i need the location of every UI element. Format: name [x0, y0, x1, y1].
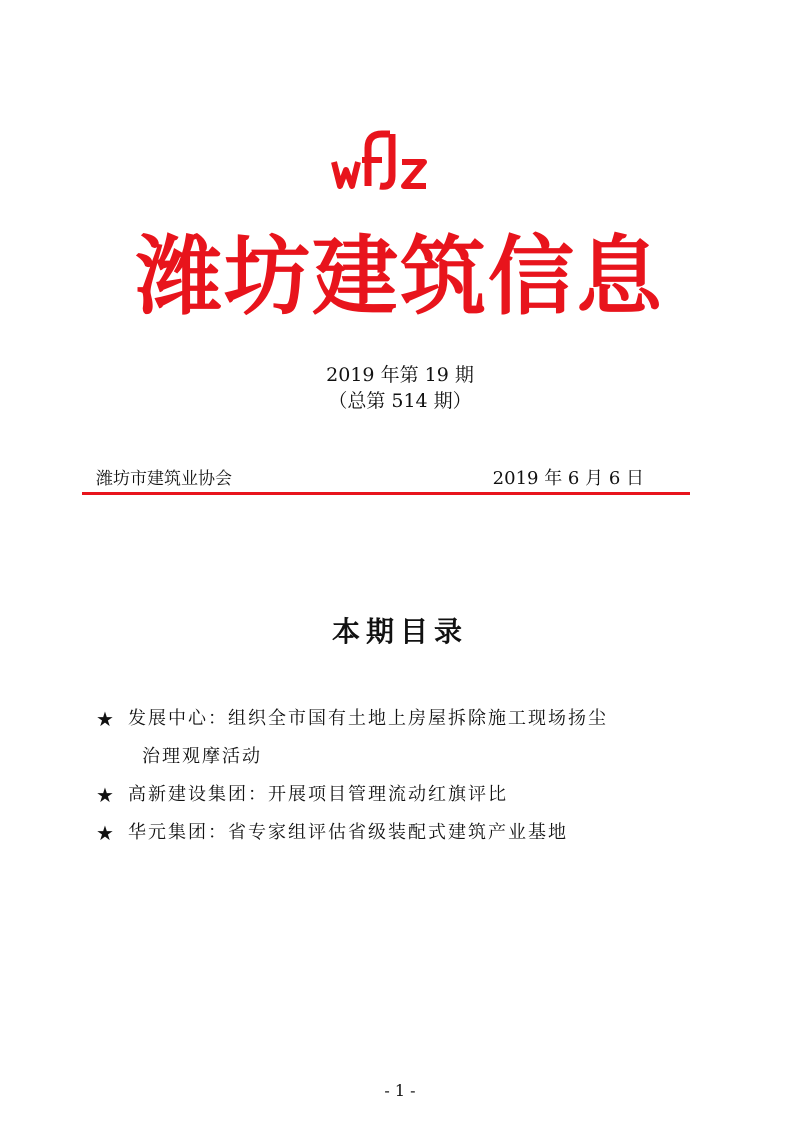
- publication-date: 2019 年 6 月 6 日: [492, 468, 644, 489]
- toc-item: [96, 700, 676, 776]
- toc-item-text-continued: 治理观摩活动: [142, 746, 262, 767]
- total-issue-number: （总第 514 期）: [328, 390, 472, 412]
- masthead-title: 潍坊建筑信息: [136, 226, 664, 327]
- wfjz-logo: [330, 128, 430, 192]
- star-icon: ★: [96, 821, 116, 845]
- toc-item: [96, 814, 676, 852]
- issue-number: 2019 年第 19 期: [326, 364, 474, 386]
- publication-row: [96, 466, 644, 492]
- toc-list: [96, 700, 676, 852]
- logo-mark: [330, 128, 430, 192]
- toc-item-text: 高新建设集团：开展项目管理流动红旗评比: [128, 784, 508, 805]
- toc-item: [96, 776, 676, 814]
- header-divider: [82, 492, 690, 495]
- publisher: 潍坊市建筑业协会: [96, 469, 232, 489]
- star-icon: ★: [96, 783, 116, 807]
- toc-item-text: 华元集团：省专家组评估省级装配式建筑产业基地: [128, 822, 568, 843]
- page-number: - 1 -: [384, 1081, 416, 1100]
- toc-item-text: 发展中心：组织全市国有土地上房屋拆除施工现场扬尘: [128, 708, 608, 729]
- star-icon: ★: [96, 707, 116, 731]
- toc-heading: 本期目录: [331, 615, 468, 648]
